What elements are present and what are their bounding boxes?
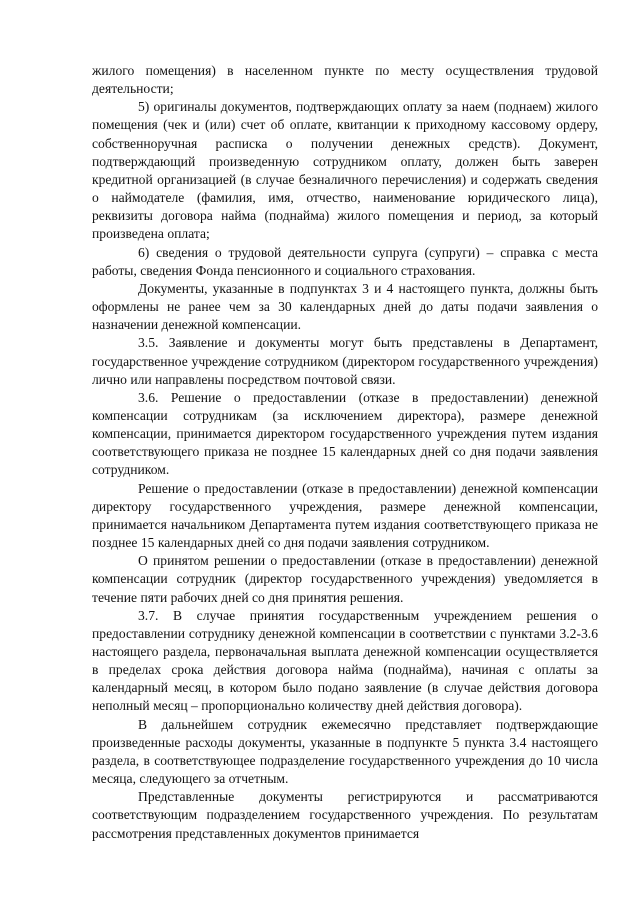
paragraph-3-6-decision-employees: 3.6. Решение о предоставлении (отказе в предоставлении) денежной компенсации сотрудникам (за исключением директора), размере денежной компенсации, принимается директором государственного учреждения путем издания соответствующего приказа не позднее 15 календарных дней со дня подачи заявления сотрудником. — [92, 389, 598, 478]
paragraph-decision-director: Решение о предоставлении (отказе в предоставлении) денежной компенсации директору государственного учреждения, размере денежной компенсации, принимается начальником Департамента путем издания соответствующего приказа не позднее 15 календарных дней со дня подачи заявления сотрудником. — [92, 480, 598, 551]
paragraph-item-6-spouse-employment: 6) сведения о трудовой деятельности супруга (супруги) – справка с места работы, сведения Фонда пенсионного и социального страхования. — [92, 244, 598, 278]
paragraph-documents-validity: Документы, указанные в подпунктах 3 и 4 настоящего пункта, должны быть оформлены не ранее чем за 30 календарных дней до даты подачи заявления о назначении денежной компенсации. — [92, 280, 598, 333]
paragraph-item-5-payment-documents: 5) оригиналы документов, подтверждающих оплату за наем (поднаем) жилого помещения (чек и (или) счет об оплате, квитанции к приходному кассовому ордеру, собственноручная расписка о получении денежных средств). Документ, подтверждающий произведенную сотрудником оплату, должен быть заверен кредитной организацией (в случае безналичного перечисления) и содержать сведения о наймодателе (фамилия, имя, отчество, наименование юридического лица), реквизиты договора найма (поднайма) жилого помещения и период, за который произведена оплата; — [92, 99, 598, 242]
paragraph-3-7-first-payment: 3.7. В случае принятия государственным учреждением решения о предоставлении сотруднику денежной компенсации в соответствии с пунктами 3.2-3.6 настоящего раздела, первоначальная выплата денежной компенсации осуществляется в пределах срока действия договора найма (поднайма), начиная с оплаты за календарный месяц, в котором было подано заявление (в случае действия договора неполный месяц – пропорционально количеству дней действия договора). — [92, 607, 598, 714]
paragraph-3-5-submission: 3.5. Заявление и документы могут быть представлены в Департамент, государственное учреждение сотрудником (директором государственного учреждения) лично или направлены посредством почтовой связи. — [92, 335, 598, 387]
document-page — [92, 62, 598, 843]
paragraph-decision-notification: О принятом решении о предоставлении (отказе в предоставлении) денежной компенсации сотрудник (директор государственного учреждения) уведомляется в течение пяти рабочих дней со дня принятия решения. — [92, 553, 598, 605]
paragraph-monthly-documents: В дальнейшем сотрудник ежемесячно представляет подтверждающие произведенные расходы документы, указанные в подпункте 5 пункта 3.4 настоящего раздела, в соответствующее подразделение государственного учреждения до 10 числа месяца, следующего за отчетным. — [92, 716, 598, 787]
paragraph-housing-location: жилого помещения) в населенном пункте по месту осуществления трудовой деятельности; — [92, 63, 598, 97]
paragraph-registration-review: Представленные документы регистрируются и рассматриваются соответствующим подразделением государственного учреждения. По результатам рассмотрения представленных документов принимается — [92, 789, 598, 841]
